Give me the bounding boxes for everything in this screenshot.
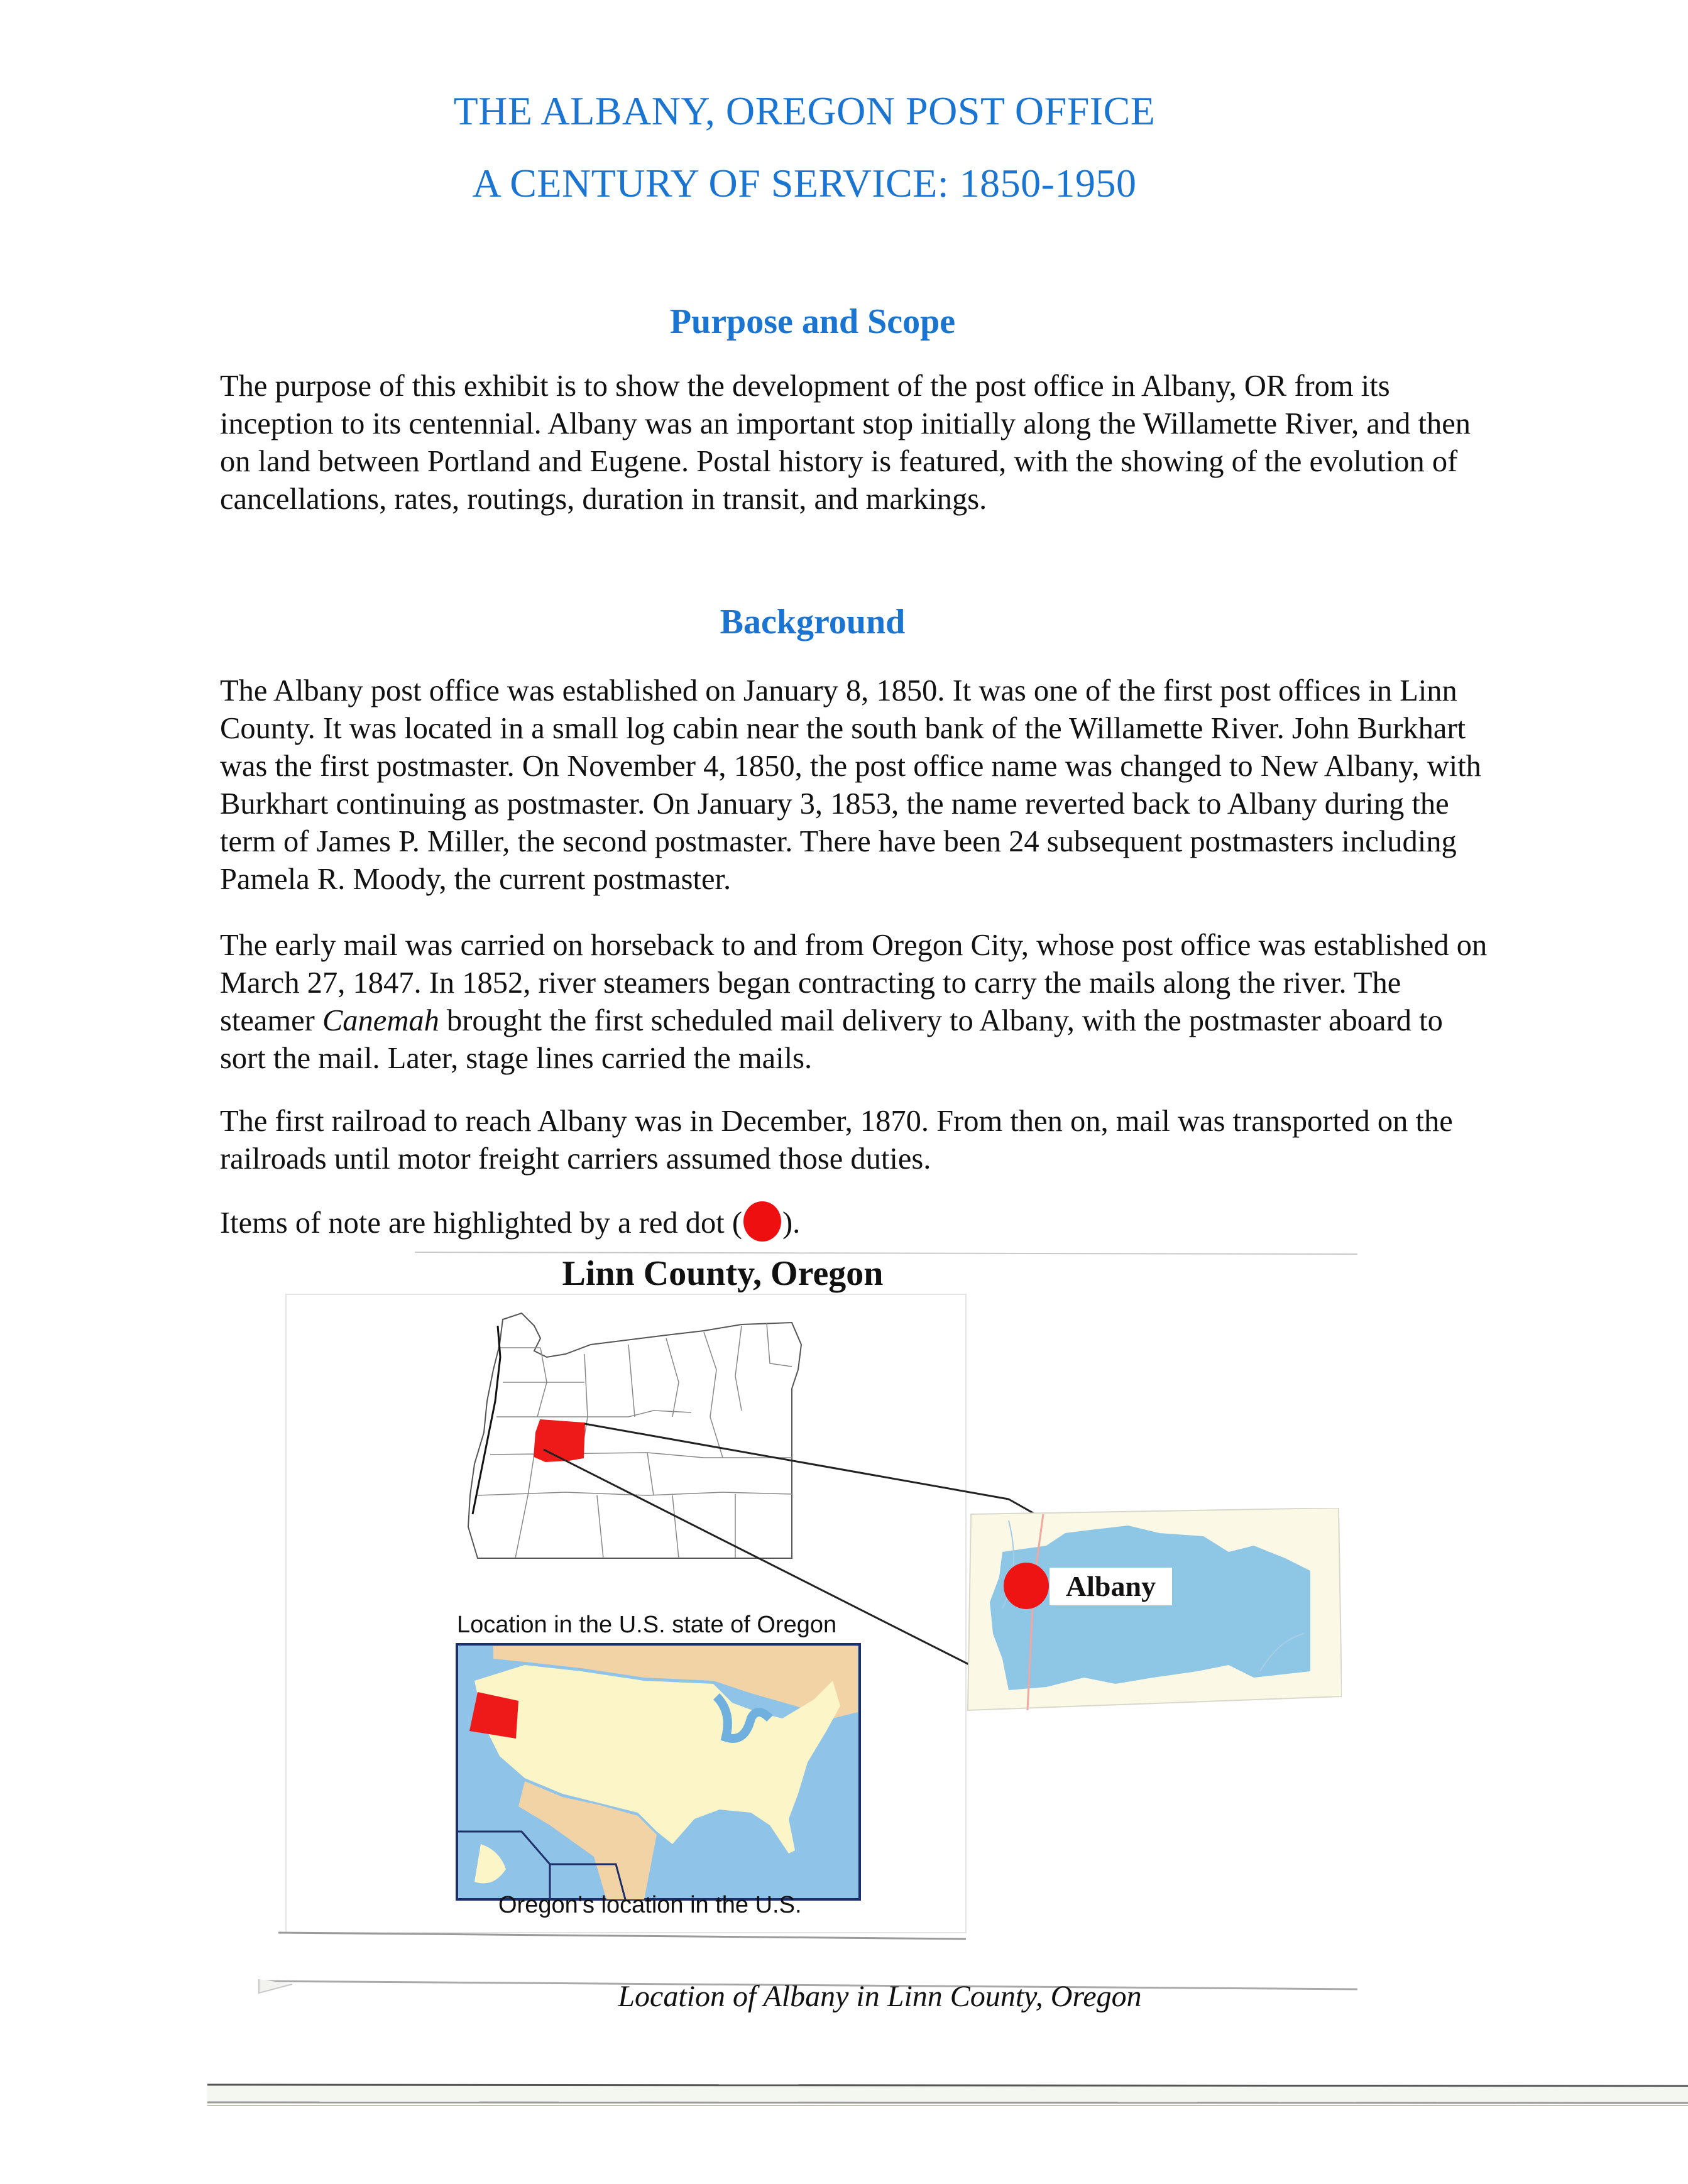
note-text-before: Items of note are highlighted by a red dot ( — [220, 1206, 742, 1240]
note-text-after: ). — [782, 1206, 801, 1240]
background-paragraph-1: The Albany post office was established on January 8, 1850. It was one of the first post offices in Linn County. It was located in a small log cabin near the south bank of the Willamette River. John Burkhart was the first postmaster. On November 4, 1850, the post office name was changed to New Albany, with Burkhart continuing as postmaster. On January 3, 1853, the name reverted back to Albany during the term of James P. Miller, the second postmaster. There have been 24 subsequent postmasters including Pamela R. Moody, the current postmaster. — [220, 674, 1481, 896]
figure-caption: Location of Albany in Linn County, Oregon — [618, 1980, 1142, 2013]
us-location-map — [456, 1643, 861, 1901]
map-title: Linn County, Oregon — [562, 1254, 884, 1293]
paragraph-text-after: brought the first scheduled mail delivery to Albany, with the postmaster aboard to sort the mail. Later, stage lines carried the mails. — [220, 1004, 1443, 1075]
heading-purpose-and-scope: Purpose and Scope — [669, 302, 956, 341]
oregon-map-caption: Location in the U.S. state of Oregon — [457, 1612, 837, 1638]
paragraph-text-before: The early mail was carried on horseback to and from Oregon City, whose post office was established on March 27, 1847. In 1852, river steamers began contracting to carry the mails along the river. The steamer — [220, 929, 1488, 1037]
page-title-line-2: A CENTURY OF SERVICE: 1850-1950 — [472, 161, 1137, 205]
heading-background: Background — [720, 603, 906, 642]
background-paragraph-3: The first railroad to reach Albany was in December, 1870. From then on, mail was transported on the railroads until motor freight carriers assumed those duties. — [220, 1105, 1453, 1176]
steamer-name-canemah: Canemah — [322, 1004, 439, 1037]
purpose-paragraph: The purpose of this exhibit is to show the development of the post office in Albany, OR from its inception to its centennial. Albany was an important stop initially along the Willamette River, and then on land between Portland and Eugene. Postal history is featured, with the showing of the evolution of cancellations, rates, routings, duration in transit, and markings. — [220, 369, 1471, 516]
albany-red-dot-icon — [1004, 1563, 1049, 1609]
page-title-line-1: THE ALBANY, OREGON POST OFFICE — [453, 89, 1156, 133]
linn-county-zoom-map — [965, 1508, 1342, 1715]
us-map-caption: Oregon's location in the U.S. — [498, 1892, 802, 1918]
albany-label: Albany — [1050, 1568, 1172, 1605]
